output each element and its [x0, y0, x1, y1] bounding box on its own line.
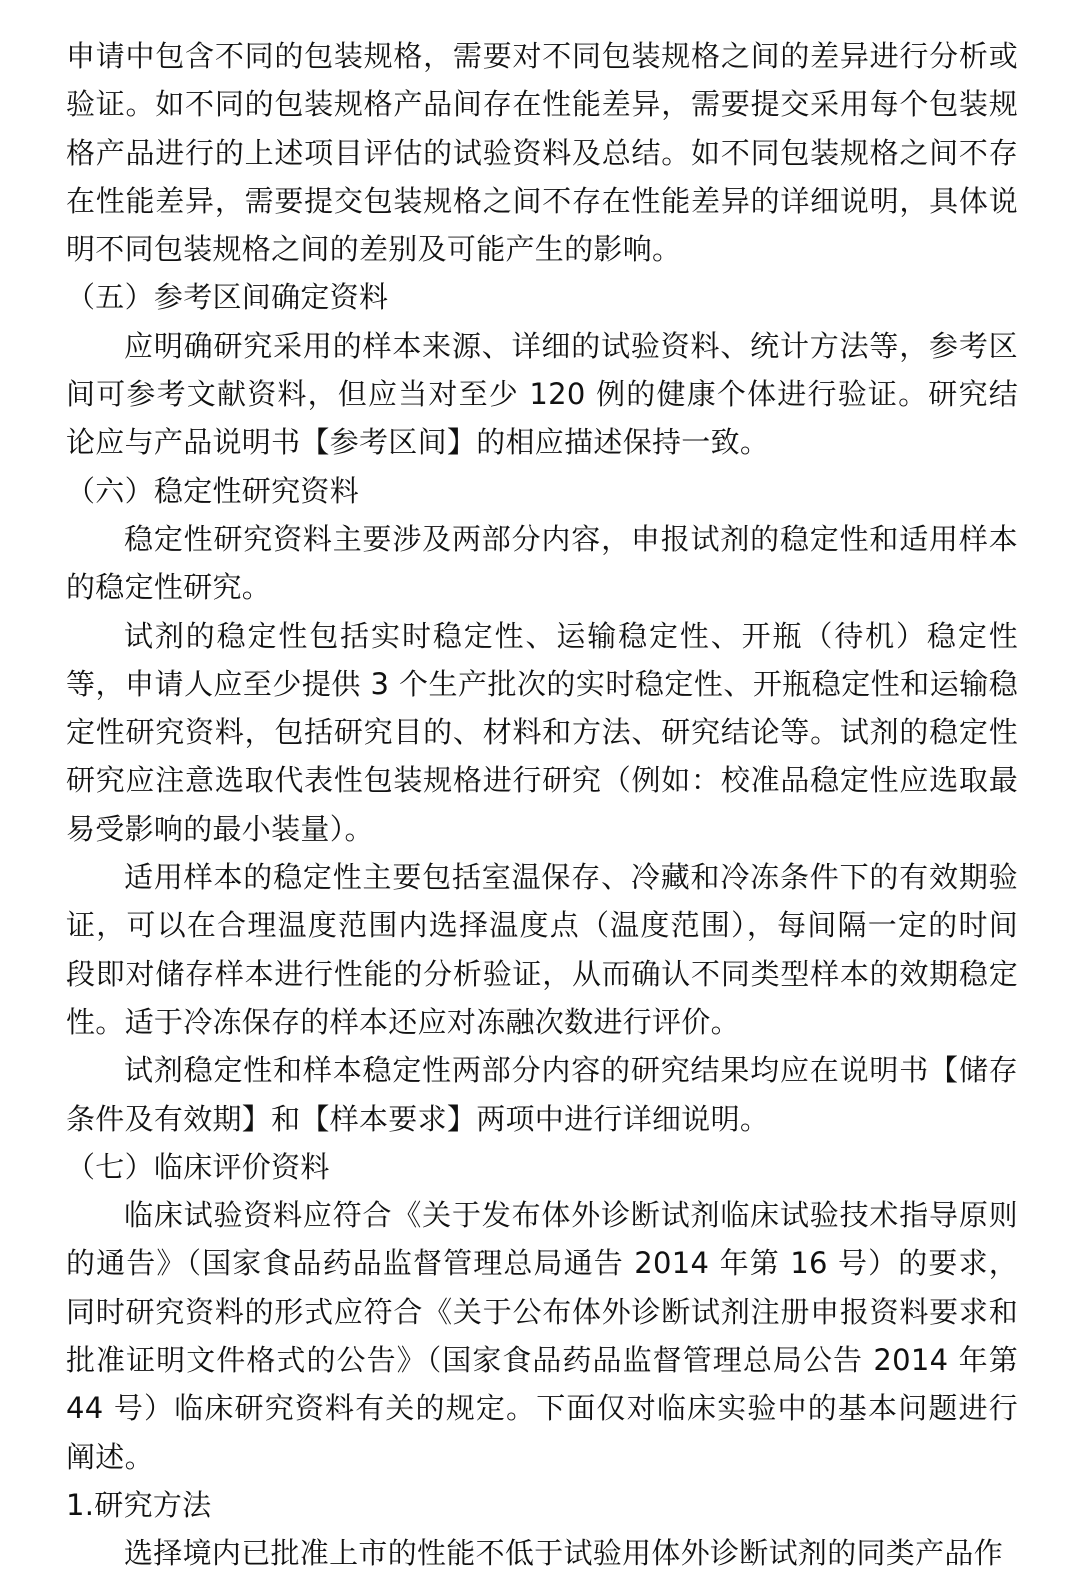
- paragraph-research-method: 选择境内已批准上市的性能不低于试验用体外诊断试剂的同类产品作: [124, 1536, 1004, 1571]
- paragraph-clinical-trial: 临床试验资料应符合《关于发布体外诊断试剂临床试验技术指导原则的通告》（国家食品药品监督管理总局通告 2014 年第 16 号）的要求，同时研究资料的形式应符合《关于公布体外诊断试剂注册申报资料要求和批准证明文件格式的公告》（国家食品药品监督管理总局公告 2014 年第 44 号）临床研究资料有关的规定。下面仅对临床实验中的基本问题进行阐述。: [66, 1198, 1018, 1474]
- paragraph-sample-stability: 适用样本的稳定性主要包括室温保存、冷藏和冷冻条件下的有效期验证，可以在合理温度范围内选择温度点（温度范围），每间隔一定的时间段即对储存样本进行性能的分析验证，从而确认不同类型样本的效期稳定性。适于冷冻保存的样本还应对冻融次数进行评价。: [66, 860, 1018, 1039]
- paragraph-packaging-specs: 申请中包含不同的包装规格，需要对不同包装规格之间的差异进行分析或验证。如不同的包装规格产品间存在性能差异，需要提交采用每个包装规格产品进行的上述项目评估的试验资料及总结。如不同包装规格之间不存在性能差异，需要提交包装规格之间不存在性能差异的详细说明，具体说明不同包装规格之间的差别及可能产生的影响。: [66, 39, 1018, 267]
- section-heading-clinical-evaluation: （七）临床评价资料: [66, 1149, 330, 1184]
- paragraph-stability-overview: 稳定性研究资料主要涉及两部分内容，申报试剂的稳定性和适用样本的稳定性研究。: [66, 521, 1018, 605]
- section-heading-stability: （六）稳定性研究资料: [66, 473, 360, 508]
- section-heading-reference-interval: （五）参考区间确定资料: [66, 280, 389, 315]
- paragraph-reference-interval: 应明确研究采用的样本来源、详细的试验资料、统计方法等，参考区间可参考文献资料，但应当对至少 120 例的健康个体进行验证。研究结论应与产品说明书【参考区间】的相应描述保持一致。: [66, 328, 1018, 460]
- paragraph-stability-results: 试剂稳定性和样本稳定性两部分内容的研究结果均应在说明书【储存条件及有效期】和【样本要求】两项中进行详细说明。: [66, 1053, 1018, 1136]
- paragraph-reagent-stability: 试剂的稳定性包括实时稳定性、运输稳定性、开瓶（待机）稳定性等，申请人应至少提供 3 个生产批次的实时稳定性、开瓶稳定性和运输稳定性研究资料，包括研究目的、材料和方法、研究结论等。试剂的稳定性研究应注意选取代表性包装规格进行研究（例如：校准品稳定性应选取最易受影响的最小装量）。: [66, 618, 1018, 846]
- subsection-heading-research-method: 1.研究方法: [66, 1487, 212, 1522]
- document-body: [66, 32, 1018, 1578]
